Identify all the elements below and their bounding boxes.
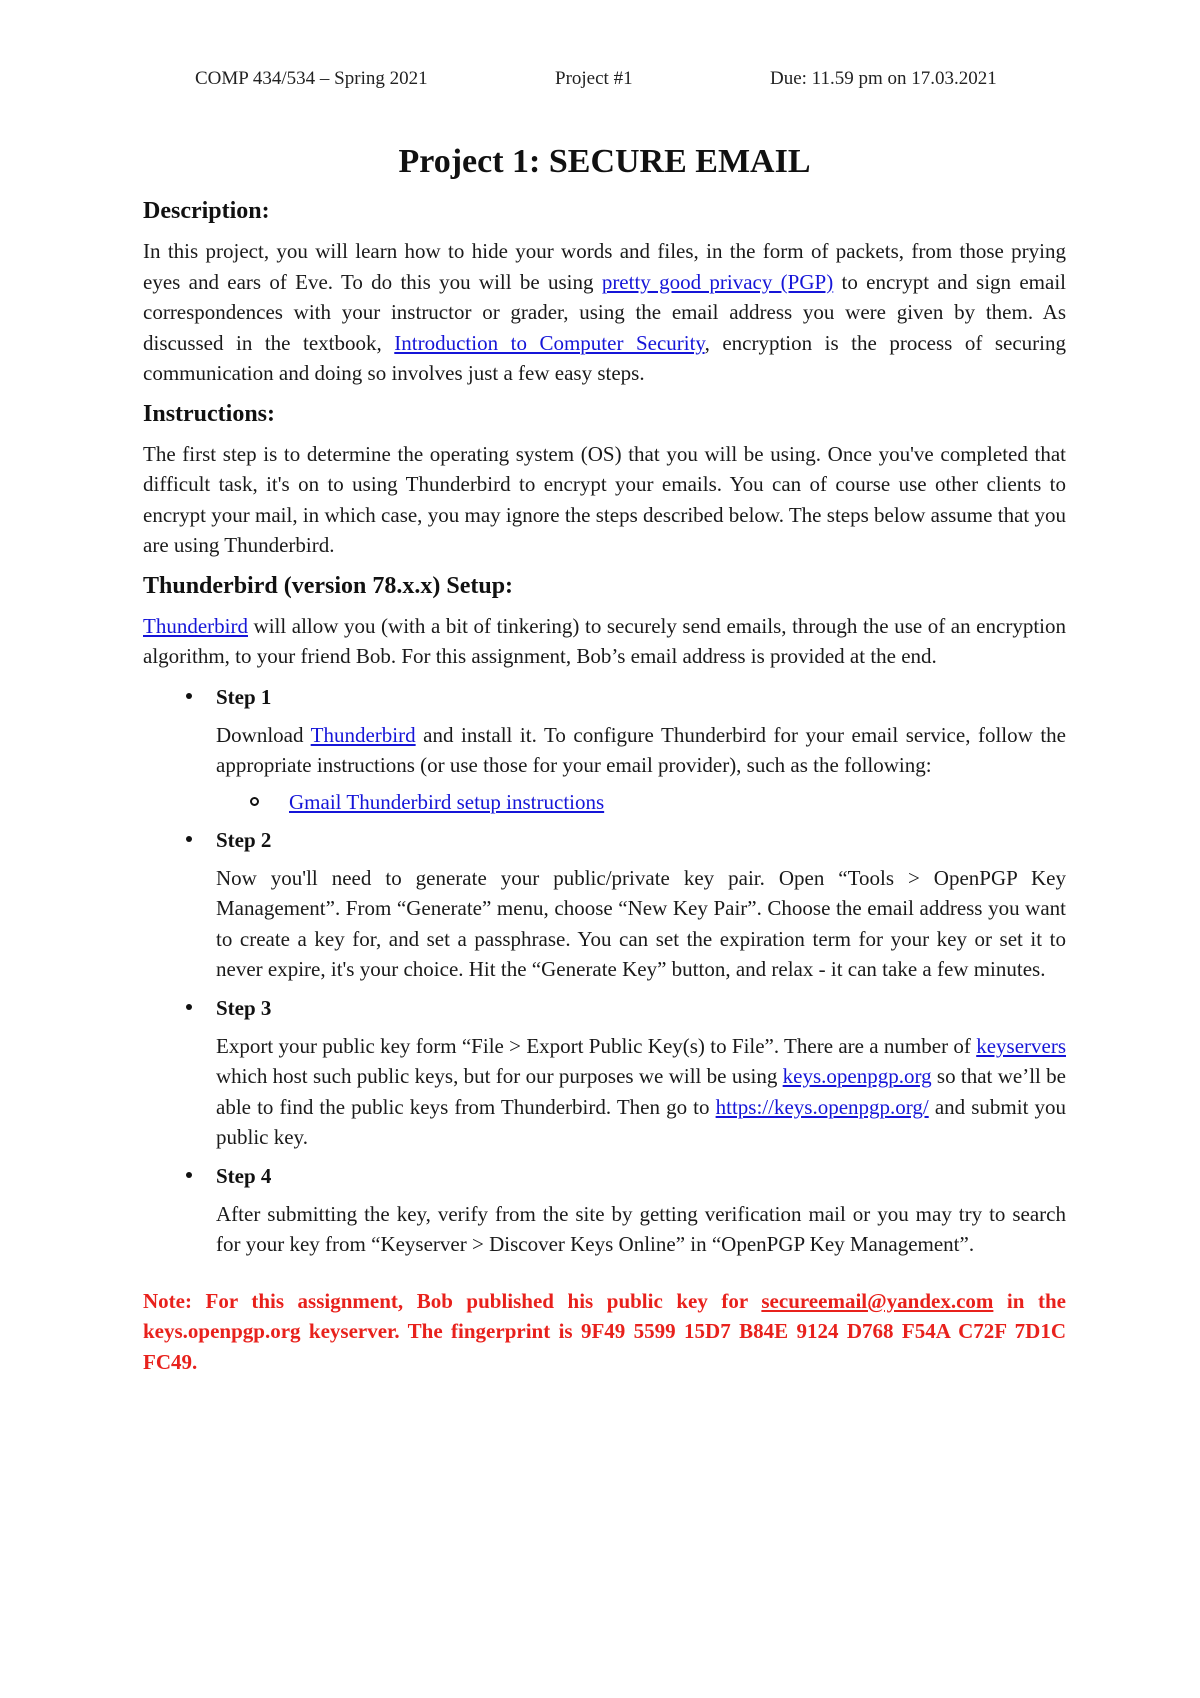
instructions-heading: Instructions: [143, 400, 276, 427]
setup-text: will allow you (with a bit of tinkering) to securely send emails, through the use of an encryption algorithm, to your friend Bob. For this assignment, Bob’s email address is provided at the end. [143, 613, 1066, 668]
step-text: Now you'll need to generate your public/private key pair. Open “Tools > OpenPGP Key Management”. From “Generate” menu, choose “New Key Pair”. Choose the email address you want to create a key for, and set a passphrase. You can set the expiration term for your key or set it to never expire, it's your choice. Hit the “Generate Key” button, and relax - it can take a few minutes. [216, 865, 1066, 981]
openpgp-link[interactable]: keys.openpgp.org [782, 1064, 932, 1088]
step3-text-4: and submit you public key. [216, 1094, 1067, 1149]
step3-text-2: which host such public keys, but for our purposes we will be using [216, 1064, 783, 1088]
textbook-link[interactable]: Introduction to Computer Security [394, 330, 705, 355]
setup-heading: Thunderbird (version 78.x.x) Setup: [143, 572, 514, 599]
note-text-1: Note: For this assignment, Bob published his public key for [143, 1288, 762, 1313]
step3-text-3: so that we’ll be able to find the public keys from Thunderbird. Then go to [216, 1064, 1066, 1119]
header-due-date: Due: 11.59 pm on 17.03.2021 [770, 68, 997, 89]
header-project: Project #1 [555, 68, 633, 89]
step-title: Step 3 [216, 995, 272, 1020]
thunderbird-link[interactable]: Thunderbird [143, 613, 248, 638]
note-paragraph [143, 1286, 1066, 1378]
step-title: Step 4 [216, 1163, 272, 1188]
keyservers-link[interactable]: keyservers [976, 1033, 1066, 1058]
step-item-4 [143, 1161, 1066, 1260]
step-text [216, 720, 1066, 781]
bullet-icon [186, 836, 192, 842]
step-item-2 [143, 825, 1066, 985]
step-text: After submitting the key, verify from the site by getting verification mail or you may try to search for your key from “Keyserver > Discover Keys Online” in “OpenPGP Key Management”. [216, 1201, 1066, 1256]
description-text-3: , encryption is the process of securing communication and doing so involves just a few easy steps. [143, 330, 1066, 385]
gmail-setup-link[interactable]: Gmail Thunderbird setup instructions [289, 789, 605, 814]
bullet-icon [186, 693, 192, 699]
page-title: Project 1: SECURE EMAIL [398, 143, 811, 180]
step3-text-1: Export your public key form “File > Export Public Key(s) to File”. There are a number of [216, 1033, 977, 1058]
step-title: Step 2 [216, 827, 272, 852]
bullet-icon [186, 1172, 192, 1178]
step-title: Step 1 [216, 684, 272, 709]
header-course: COMP 434/534 – Spring 2021 [195, 68, 428, 89]
description-paragraph [143, 236, 1066, 389]
openpgp-url-link[interactable]: https://keys.openpgp.org/ [715, 1094, 929, 1119]
thunderbird-download-link[interactable]: Thunderbird [310, 722, 416, 747]
step1-text-1: Download [216, 722, 311, 747]
step-item-1 [143, 682, 1066, 817]
instructions-paragraph: The first step is to determine the operating system (OS) that you will be using. Once you've completed that difficult task, it's on to using Thunderbird to encrypt your emails. You can of course use other clients to encrypt your mail, in which case, you may ignore the steps described below. The steps below assume that you are using Thunderbird. [143, 441, 1066, 557]
step-item-3 [143, 993, 1066, 1153]
steps-list [143, 682, 1066, 1260]
step-text [216, 1031, 1066, 1153]
note-text-2: in the keys.openpgp.org keyserver. The fingerprint is 9F49 5599 15D7 B84E 9124 D768 F54A C72F 7D1C FC49. [143, 1288, 1066, 1374]
description-text-1: In this project, you will learn how to hide your words and files, in the form of packets, from those prying eyes and ears of Eve. To do this you will be using [143, 239, 1066, 294]
circle-bullet-icon [250, 797, 259, 806]
bullet-icon [186, 1004, 192, 1010]
description-text-2: to encrypt and sign email correspondences with your instructor or grader, using the email address you were given by them. As discussed in the textbook, [143, 269, 1067, 355]
pgp-link[interactable]: pretty good privacy (PGP) [601, 269, 834, 294]
setup-paragraph [143, 611, 1066, 672]
document-body [143, 140, 1066, 1377]
sub-list-item [216, 787, 1066, 817]
step1-text-2: and install it. To configure Thunderbird for your email service, follow the appropriate instructions (or use those for your email provider), such as the following: [216, 722, 1066, 777]
note-email-link[interactable]: secureemail@yandex.com [761, 1288, 994, 1313]
page-header [0, 68, 1200, 94]
description-heading: Description: [143, 198, 270, 224]
